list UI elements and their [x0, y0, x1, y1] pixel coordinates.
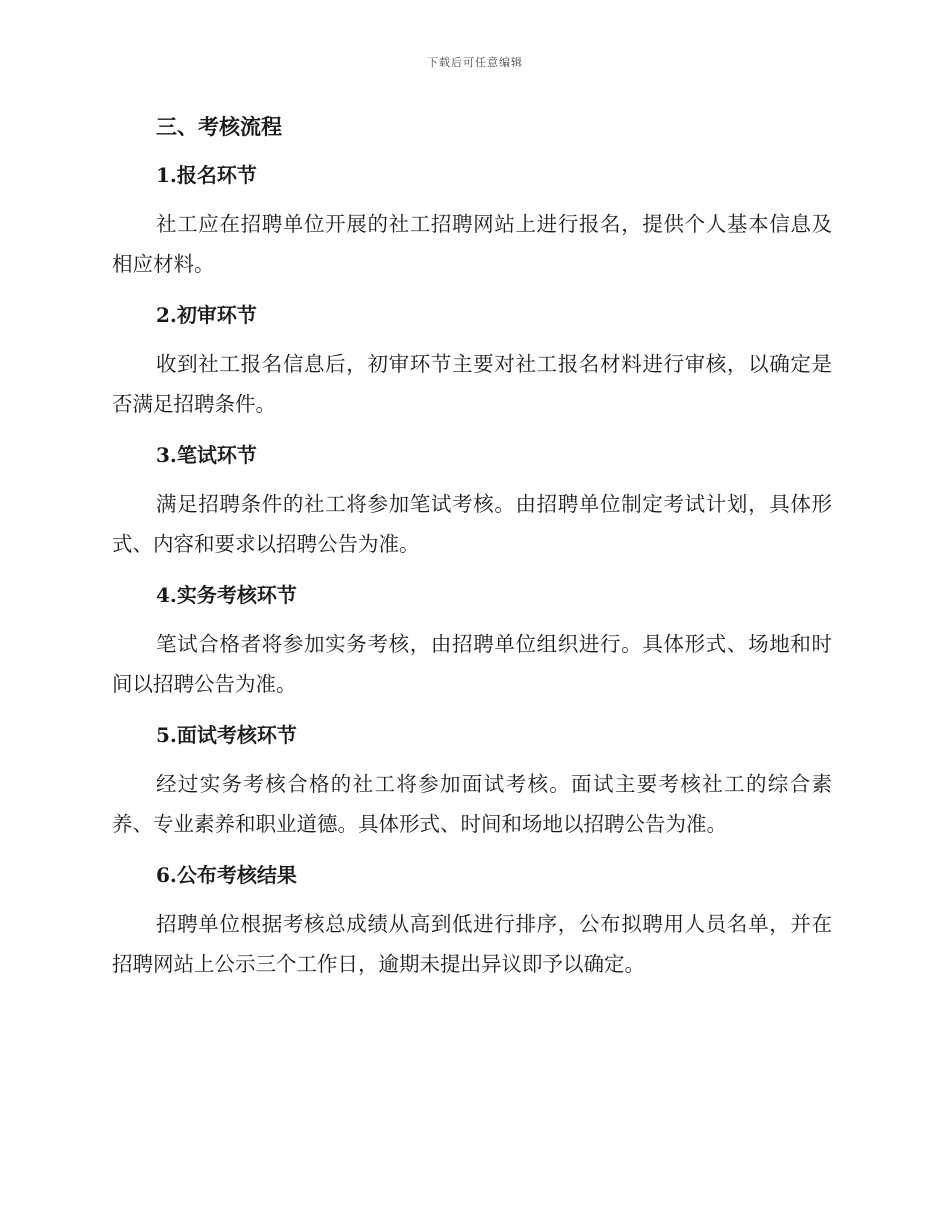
item-title-practical-assessment: 4.实务考核环节 — [156, 583, 297, 607]
item-text-preliminary-review: 收到社工报名信息后，初审环节主要对社工报名材料进行审核，以确定是否满足招聘条件。 — [112, 352, 832, 416]
item-title-preliminary-review: 2.初审环节 — [156, 303, 257, 327]
item-title-results: 6.公布考核结果 — [156, 863, 297, 887]
item-title-registration: 1.报名环节 — [156, 163, 257, 187]
item-text-results: 招聘单位根据考核总成绩从高到低进行排序，公布拟聘用人员名单，并在招聘网站上公示三个工作日，逾期未提出异议即予以确定。 — [112, 912, 832, 976]
item-text-interview: 经过实务考核合格的社工将参加面试考核。面试主要考核社工的综合素养、专业素养和职业道德。具体形式、时间和场地以招聘公告为准。 — [112, 772, 832, 836]
item-text-registration: 社工应在招聘单位开展的社工招聘网站上进行报名，提供个人基本信息及相应材料。 — [112, 212, 832, 276]
document-body — [112, 110, 832, 998]
item-title-written-exam: 3.笔试环节 — [156, 443, 257, 467]
item-title-interview: 5.面试考核环节 — [156, 723, 297, 747]
header-note: 下载后可任意编辑 — [427, 56, 523, 69]
item-text-practical-assessment: 笔试合格者将参加实务考核，由招聘单位组织进行。具体形式、场地和时间以招聘公告为准。 — [112, 632, 832, 696]
section-title: 三、考核流程 — [156, 114, 282, 139]
item-text-written-exam: 满足招聘条件的社工将参加笔试考核。由招聘单位制定考试计划，具体形式、内容和要求以招聘公告为准。 — [112, 492, 832, 556]
